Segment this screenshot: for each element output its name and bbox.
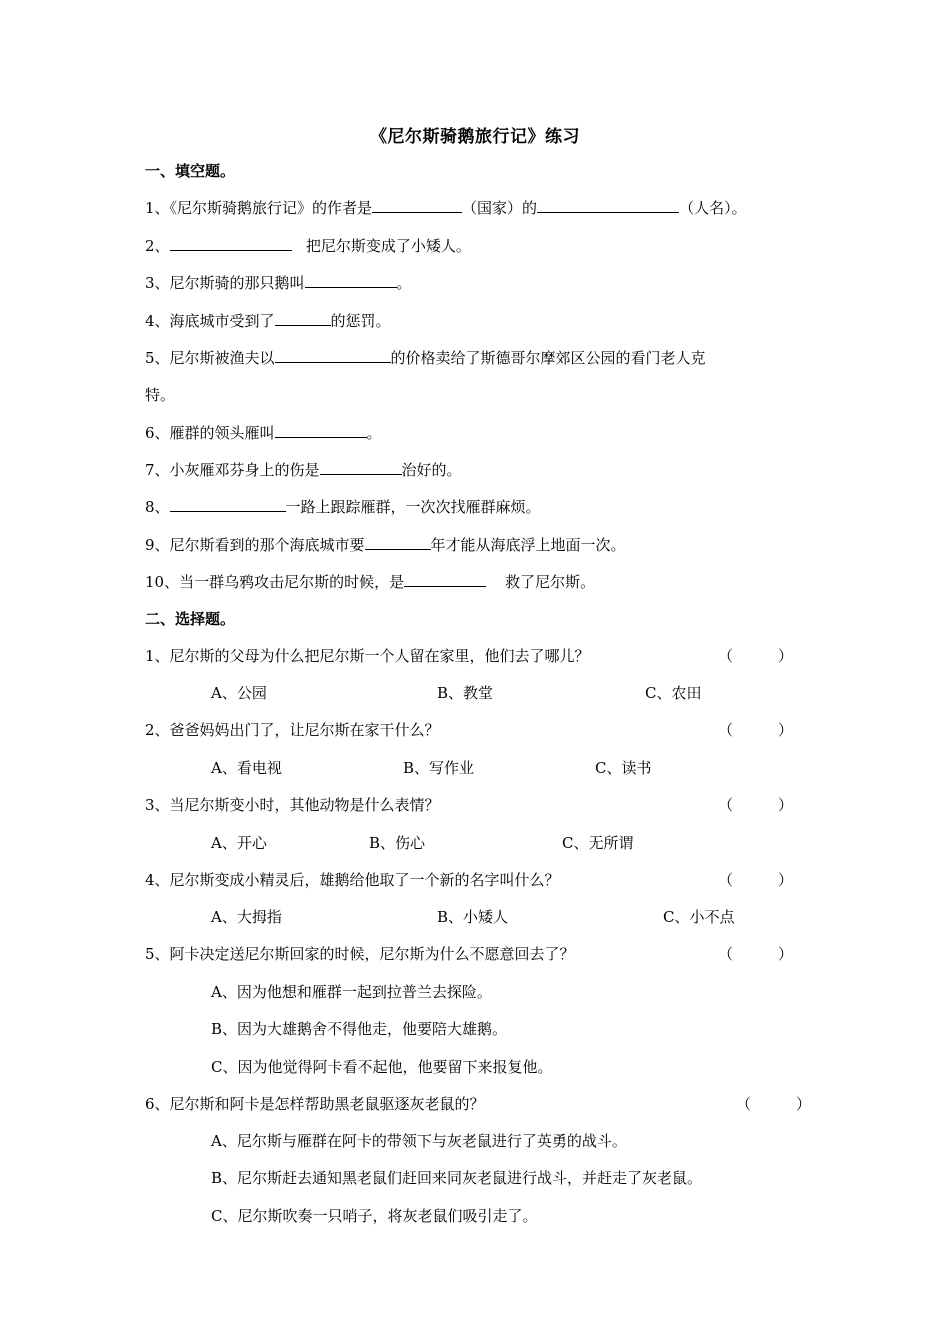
- q4-blank[interactable]: [275, 311, 331, 326]
- choice-question-1: 1、尼尔斯的父母为什么把尼尔斯一个人留在家里，他们去了哪儿？: [145, 647, 590, 665]
- q2-text-b: 把尼尔斯变成了小矮人。: [305, 237, 471, 255]
- q7-blank[interactable]: [320, 460, 402, 475]
- q8-text-b: 一路上跟踪雁群，一次次找雁群麻烦。: [285, 498, 541, 516]
- choice-question-5: 5、阿卡决定送尼尔斯回家的时候，尼尔斯为什么不愿意回去了？: [145, 945, 575, 963]
- fill-question-9: [145, 535, 626, 555]
- q1-blank-author[interactable]: [537, 198, 679, 213]
- answer-paren-5[interactable]: （ ）: [718, 945, 794, 963]
- q5-option-b[interactable]: B、因为大雄鹅舍不得他走，他要陪大雄鹅。: [211, 1020, 508, 1038]
- q5-text-a: 5、尼尔斯被渔夫以: [145, 349, 275, 367]
- q3-option-c[interactable]: C、无所谓: [562, 834, 634, 852]
- q3-text-a: 3、尼尔斯骑的那只鹅叫: [145, 274, 305, 292]
- fill-question-7: [145, 460, 462, 480]
- q5-blank[interactable]: [275, 348, 391, 363]
- fill-question-5-cont: 特。: [145, 386, 176, 404]
- answer-paren-6[interactable]: （ ）: [736, 1095, 812, 1113]
- q6-text-a: 6、雁群的领头雁叫: [145, 424, 275, 442]
- fill-question-6: [145, 423, 382, 443]
- q1-text-c: （人名）。: [679, 199, 747, 217]
- q10-text-a: 10、当一群乌鸦攻击尼尔斯的时候，是: [145, 573, 405, 591]
- q6-option-c[interactable]: C、尼尔斯吹奏一只哨子，将灰老鼠们吸引走了。: [211, 1207, 538, 1225]
- q4-option-c[interactable]: C、小不点: [663, 908, 735, 926]
- q10-blank[interactable]: [404, 572, 486, 587]
- q5-text-b: 的价格卖给了斯德哥尔摩郊区公园的看门老人克: [390, 349, 706, 367]
- q1-text-b: （国家）的: [462, 199, 538, 217]
- choice-question-6: 6、尼尔斯和阿卡是怎样帮助黑老鼠驱逐灰老鼠的？: [145, 1095, 485, 1113]
- q3-text-b: 。: [396, 274, 412, 292]
- q3-option-b[interactable]: B、伤心: [369, 834, 426, 852]
- q1-blank-country[interactable]: [372, 198, 462, 213]
- q8-text-a: 8、: [145, 498, 170, 516]
- fill-question-4: [145, 311, 391, 331]
- q7-text-a: 7、小灰雁邓芬身上的伤是: [145, 461, 320, 479]
- q4-text-b: 的惩罚。: [330, 312, 391, 330]
- section2-heading: 二、选择题。: [145, 610, 236, 628]
- q5-option-a[interactable]: A、因为他想和雁群一起到拉普兰去探险。: [211, 983, 492, 1001]
- q2-option-b[interactable]: B、写作业: [403, 759, 475, 777]
- fill-question-3: [145, 273, 412, 293]
- choice-question-2: 2、爸爸妈妈出门了，让尼尔斯在家干什么？: [145, 721, 440, 739]
- q3-option-a[interactable]: A、开心: [211, 834, 267, 852]
- q7-text-b: 治好的。: [401, 461, 462, 479]
- q2-option-c[interactable]: C、读书: [595, 759, 652, 777]
- choice-question-3: 3、当尼尔斯变小时，其他动物是什么表情？: [145, 796, 440, 814]
- page-title: 《尼尔斯骑鹅旅行记》练习: [370, 127, 580, 147]
- q1-option-b[interactable]: B、教堂: [437, 684, 494, 702]
- q4-option-b[interactable]: B、小矮人: [437, 908, 509, 926]
- answer-paren-1[interactable]: （ ）: [718, 647, 794, 665]
- q3-blank[interactable]: [305, 273, 397, 288]
- q2-blank[interactable]: [170, 236, 292, 251]
- q9-text-b: 年才能从海底浮上地面一次。: [430, 536, 626, 554]
- fill-question-10: [145, 572, 595, 592]
- q6-option-b[interactable]: B、尼尔斯赶去通知黑老鼠们赶回来同灰老鼠进行战斗，并赶走了灰老鼠。: [211, 1169, 703, 1187]
- answer-paren-3[interactable]: （ ）: [718, 796, 794, 814]
- fill-question-1: [145, 198, 747, 218]
- fill-question-2: [145, 236, 471, 256]
- q9-text-a: 9、尼尔斯看到的那个海底城市要: [145, 536, 365, 554]
- choice-question-4: 4、尼尔斯变成小精灵后，雄鹅给他取了一个新的名字叫什么？: [145, 871, 560, 889]
- section1-heading: 一、填空题。: [145, 162, 236, 180]
- q4-option-a[interactable]: A、大拇指: [211, 908, 282, 926]
- q5-option-c[interactable]: C、因为他觉得阿卡看不起他，他要留下来报复他。: [211, 1058, 553, 1076]
- q9-blank[interactable]: [365, 535, 431, 550]
- q1-text-a: 1、《尼尔斯骑鹅旅行记》的作者是: [145, 199, 373, 217]
- q2-text-a: 2、: [145, 237, 170, 255]
- q4-text-a: 4、海底城市受到了: [145, 312, 275, 330]
- q6-text-b: 。: [366, 424, 382, 442]
- q1-option-c[interactable]: C、农田: [645, 684, 702, 702]
- fill-question-5: [145, 348, 706, 368]
- q8-blank[interactable]: [170, 497, 286, 512]
- q6-option-a[interactable]: A、尼尔斯与雁群在阿卡的带领下与灰老鼠进行了英勇的战斗。: [211, 1132, 627, 1150]
- q6-blank[interactable]: [275, 423, 367, 438]
- q1-option-a[interactable]: A、公园: [211, 684, 267, 702]
- q2-option-a[interactable]: A、看电视: [211, 759, 282, 777]
- fill-question-8: [145, 497, 541, 517]
- q10-text-b: 救了尼尔斯。: [505, 573, 596, 591]
- answer-paren-2[interactable]: （ ）: [718, 721, 794, 739]
- answer-paren-4[interactable]: （ ）: [718, 871, 794, 889]
